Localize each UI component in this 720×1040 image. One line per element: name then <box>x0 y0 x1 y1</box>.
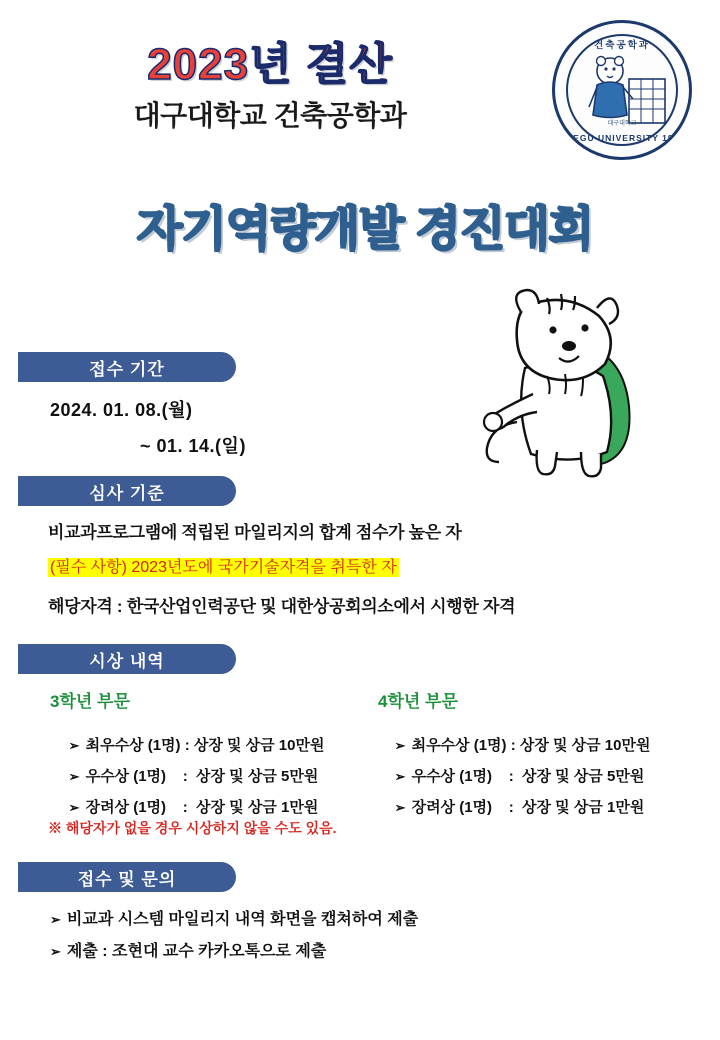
contact-item-label: 비교과 시스템 마일리지 내역 화면을 캡쳐하여 제출 <box>66 911 419 928</box>
bullet-arrow-icon: ➢ <box>394 769 406 784</box>
section-header-criteria: 심사 기준 <box>18 476 236 506</box>
criteria-line-2-wrap <box>48 554 399 577</box>
bullet-arrow-icon: ➢ <box>68 738 80 753</box>
award-item-label: 최우수상 (1명) : 상장 및 상금 10만원 <box>85 737 325 754</box>
page-title-year: 2023년 결산 <box>147 40 393 89</box>
list-item <box>50 938 326 961</box>
award-item-label: 장려상 (1명) : 상장 및 상금 1만원 <box>411 799 645 816</box>
emblem-sub-label: 대구대학교 <box>607 121 637 127</box>
list-item <box>50 906 418 929</box>
bullet-arrow-icon: ➢ <box>50 944 61 959</box>
university-emblem-icon <box>552 20 692 160</box>
awards-column-title-grade4: 4학년 부문 <box>378 692 458 711</box>
bullet-arrow-icon: ➢ <box>394 738 406 753</box>
awards-column-title-grade3: 3학년 부문 <box>50 692 130 711</box>
section-header-contact: 접수 및 문의 <box>18 862 236 892</box>
award-item-label: 최우수상 (1명) : 상장 및 상금 10만원 <box>411 737 651 754</box>
bullet-arrow-icon: ➢ <box>68 769 80 784</box>
emblem-arc-bottom-label: DAEGU UNIVERSITY 1956 <box>558 133 686 143</box>
period-start-date: 2024. 01. 08.(월) <box>50 400 193 420</box>
criteria-line-3: 해당자격 : 한국산업인력공단 및 대한상공회의소에서 시행한 자격 <box>48 597 516 616</box>
period-end-date: ~ 01. 14.(일) <box>140 436 246 456</box>
poster-header <box>0 42 540 134</box>
award-item-label: 우수상 (1명) : 상장 및 상금 5만원 <box>411 768 645 785</box>
contact-item-label: 제출 : 조현대 교수 카카오톡으로 제출 <box>66 943 327 960</box>
award-item-label: 장려상 (1명) : 상장 및 상금 1만원 <box>85 799 319 816</box>
bullet-arrow-icon: ➢ <box>394 800 406 815</box>
department-name: 대구대학교 건축공학과 <box>133 100 407 132</box>
award-item <box>378 779 644 834</box>
tiger-mascot-icon <box>455 272 685 502</box>
bullet-arrow-icon: ➢ <box>68 800 80 815</box>
section-header-awards: 시상 내역 <box>18 644 236 674</box>
criteria-line-1: 비교과프로그램에 적립된 마일리지의 합계 점수가 높은 자 <box>48 523 462 542</box>
bullet-arrow-icon: ➢ <box>50 912 61 927</box>
emblem-arc-top-label: 건축공학과 <box>594 40 650 51</box>
page-title-main: 자기역량개발 경진대회 <box>136 202 594 255</box>
criteria-line-2-highlight: (필수 사항) 2023년도에 국가기술자격을 취득한 자 <box>50 559 397 576</box>
section-header-period: 접수 기간 <box>18 352 236 382</box>
awards-note: ※ 해당자가 없을 경우 시상하지 않을 수도 있음. <box>48 820 337 836</box>
award-item-label: 우수상 (1명) : 상장 및 상금 5만원 <box>85 768 319 785</box>
